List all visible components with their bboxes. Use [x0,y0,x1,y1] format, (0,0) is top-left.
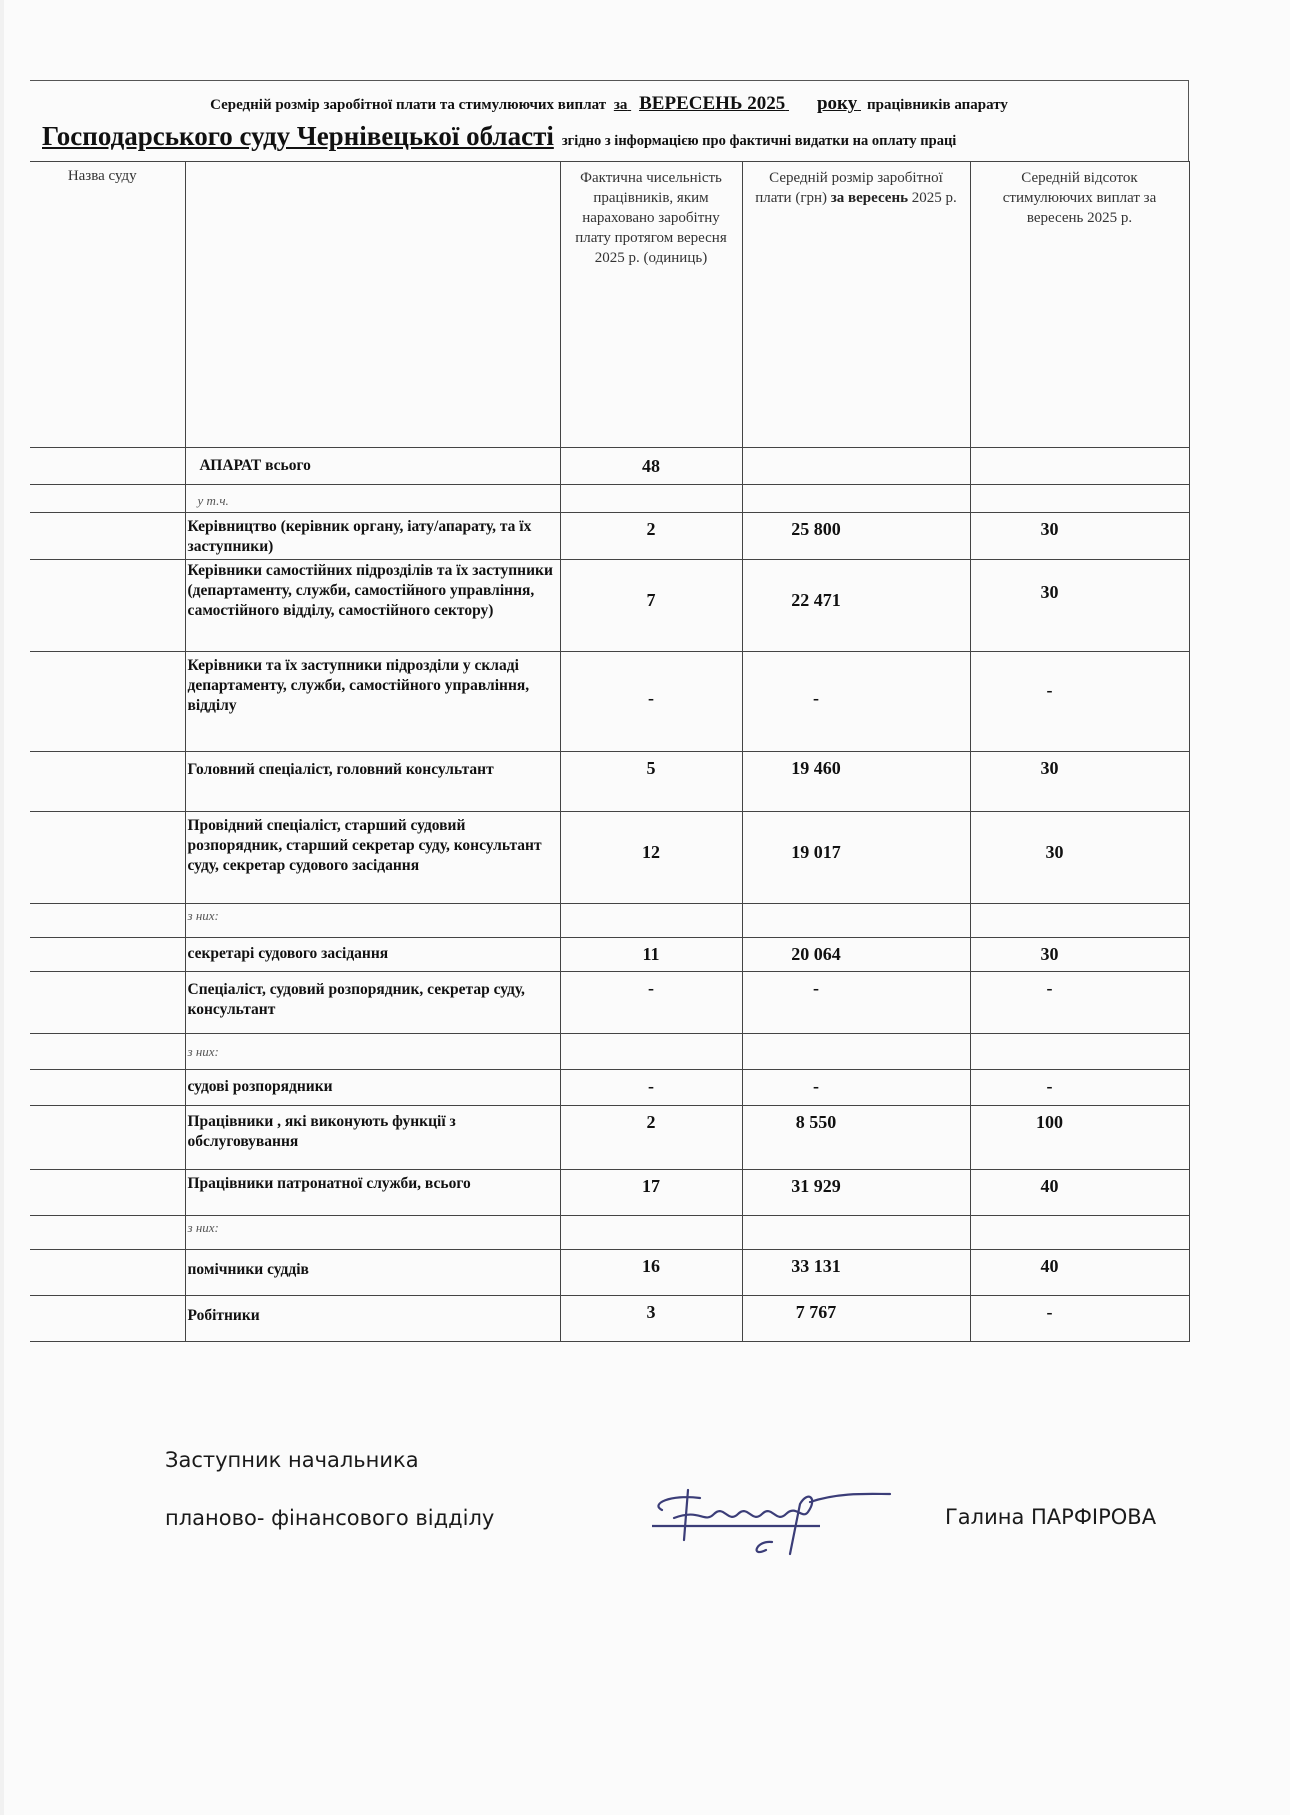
table-row [30,1106,1189,1170]
row-salary: 8 550 [795,1112,837,1132]
row-headcount: 48 [642,456,660,476]
document [30,80,1189,1342]
table-row [30,485,1189,513]
row-bonus: 30 [1040,944,1059,964]
row-label: Керівництво (керівник органу, іату/апарату, та їх заступники) [187,518,532,555]
table-row [30,1170,1189,1216]
column-header-avg-salary [743,162,970,208]
row-label: Головний спеціаліст, головний консультант [187,761,494,778]
position-line-1: Заступник начальника [165,1448,419,1472]
row-label: Спеціаліст, судовий розпорядник, секретар суду, консультант [187,981,525,1018]
row-headcount: 5 [646,758,656,778]
column-header-court: Назва суду [67,168,137,184]
avg-salary-header-bold: за вересень [830,190,909,206]
row-label: Працівники патронатної служби, всього [187,1175,471,1192]
row-salary [743,448,970,454]
row-label: Робітники [187,1307,260,1324]
title-suffix: працівників апарату [866,97,1008,113]
row-bonus: 30 [1040,582,1059,602]
row-bonus [971,448,1189,454]
row-bonus: - [1046,978,1053,998]
row-label: Керівники та їх заступники підрозділи у складі департаменту, служби, самостійного управління, відділу [187,657,530,714]
signature-icon [640,1480,900,1560]
row-bonus: 40 [1040,1256,1059,1276]
row-salary: - [813,978,819,998]
row-label: з них: [187,908,219,923]
document-title [30,80,1189,161]
row-salary: 20 064 [791,944,841,964]
row-salary: 31 929 [791,1176,841,1196]
row-label: помічники суддів [187,1261,309,1278]
table-row [30,652,1189,752]
table-row [30,752,1189,812]
row-label: АПАРАТ всього [199,457,311,474]
row-bonus: - [1046,1302,1053,1322]
row-bonus: - [1046,1076,1053,1096]
row-headcount: - [648,978,654,998]
table-row [30,1216,1189,1250]
column-header-bonus-pct: Середній відсоток стимулюючих виплат за вересень 2025 р. [1002,170,1157,226]
table-row [30,938,1189,972]
title-month: ВЕРЕСЕНЬ 2025 [639,93,786,114]
row-label: секретарі судового засідання [187,945,389,962]
row-bonus: - [1046,680,1053,700]
table-row [30,812,1189,904]
table-row [30,1296,1189,1342]
table-row [30,1250,1189,1296]
title-line2-suffix: згідно з інформацією про фактичні видатки на оплату праці [561,133,957,149]
table-row [30,560,1189,652]
row-headcount: 16 [642,1256,660,1276]
row-salary: 22 471 [791,590,841,610]
row-salary: 33 131 [791,1256,841,1276]
row-salary: 7 767 [795,1302,837,1322]
salary-table [30,161,1190,1342]
position-line-2: планово- фінансового відділу [165,1506,495,1530]
table-header-row [30,162,1189,448]
column-header-headcount: Фактична чисельність працівників, яким нараховано заробітну плату протягом вересня 2025 р. (одиниць) [575,170,727,266]
row-headcount: 3 [646,1302,656,1322]
row-label: Керівники самостійних підрозділів та їх заступники (департаменту, служби, самостійного управління, самостійного відділу, самостійного сектору) [187,562,553,619]
row-headcount: 2 [646,519,656,539]
avg-salary-header-text: Середній розмір заробітної плати (грн) [755,170,943,206]
row-salary: - [813,688,819,708]
row-salary: 19 460 [791,758,841,778]
row-headcount: - [648,688,654,708]
row-headcount: 11 [642,944,660,964]
title-line-2 [42,121,956,152]
title-za: за [613,97,628,113]
title-prefix: Середній розмір заробітної плати та стимулюючих виплат [210,97,607,113]
row-label: з них: [187,1044,219,1059]
table-row [30,972,1189,1034]
row-headcount: 7 [646,590,656,610]
row-salary: 25 800 [791,519,841,539]
row-headcount: 12 [642,842,660,862]
row-label: судові розпорядники [187,1078,333,1095]
row-salary: - [813,1076,819,1096]
title-line-1 [30,93,1188,115]
row-label: Провідний спеціаліст, старший судовий розпорядник, старший секретар суду, консультант суду, секретар судового засідання [187,817,542,874]
signer-name: Галина ПАРФІРОВА [945,1505,1157,1529]
row-bonus: 30 [1045,842,1064,862]
row-headcount: 17 [642,1176,660,1196]
title-year-word: року [816,93,858,114]
court-name: Господарського суду Чернівецької області [42,121,554,151]
avg-salary-header-suffix: 2025 р. [911,190,957,206]
row-bonus: 30 [1040,519,1059,539]
row-bonus: 100 [1036,1112,1063,1132]
table-row [30,448,1189,485]
table-row [30,1070,1189,1106]
row-label: Працівники , які виконують функції з обслуговування [187,1113,456,1150]
row-bonus: 30 [1040,758,1059,778]
row-label: з них: [187,1220,219,1235]
row-bonus: 40 [1040,1176,1059,1196]
row-headcount: - [648,1076,654,1096]
table-row [30,1034,1189,1070]
row-label: у т.ч. [197,493,229,508]
table-row [30,513,1189,560]
row-headcount: 2 [646,1112,656,1132]
row-salary: 19 017 [791,842,841,862]
table-row [30,904,1189,938]
